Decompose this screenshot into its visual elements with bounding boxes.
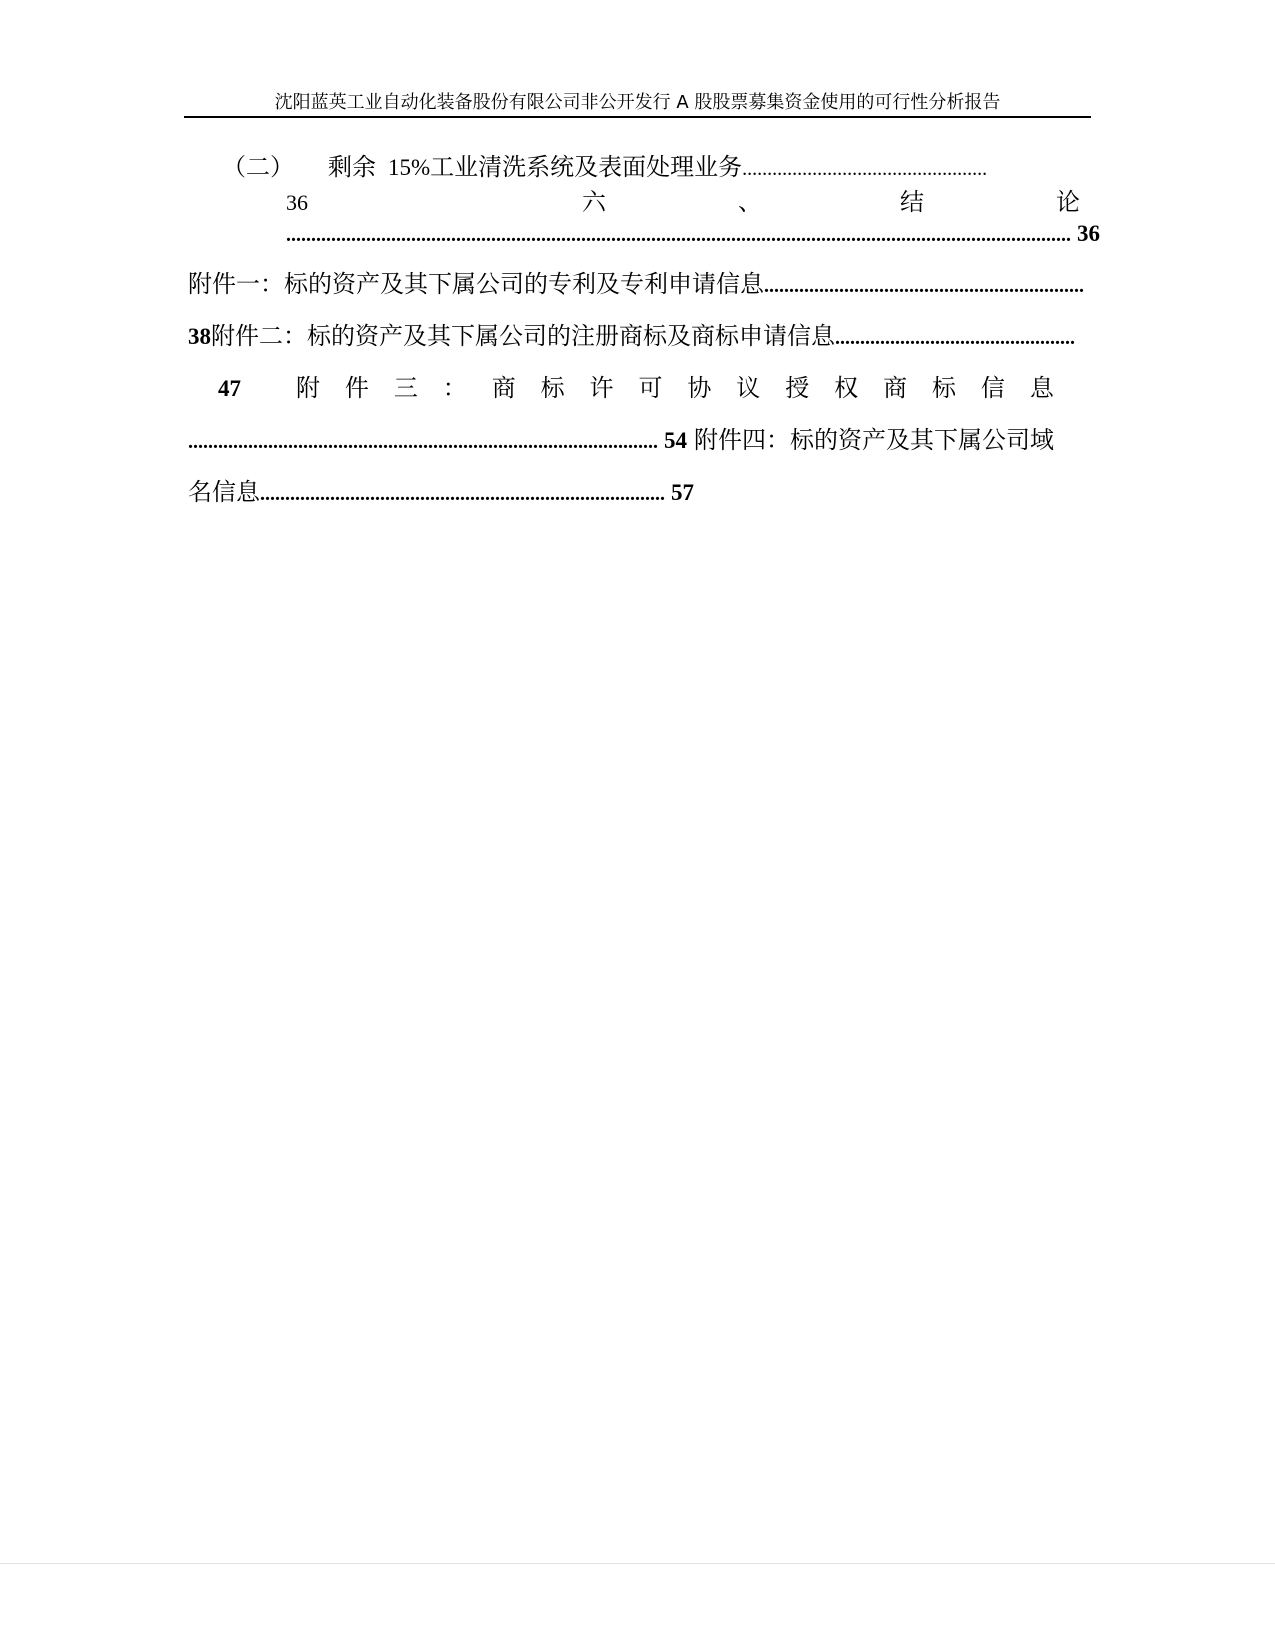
toc-six-title-a: 结: [900, 188, 924, 216]
toc-appendix-4-leader: .................................................................................: [260, 483, 665, 505]
toc-item-2-text-a: 剩余: [328, 153, 376, 181]
toc-appendix-3-char: ：: [442, 374, 467, 402]
toc-appendix-3-page: 54: [664, 428, 687, 453]
toc-appendix-3-char: 商: [491, 374, 516, 402]
toc-six-leader: .............................................................................................................................................................: [286, 224, 1071, 246]
toc-appendix-2-line[interactable]: [188, 322, 1075, 350]
toc-appendix-4-page: 57: [671, 480, 694, 505]
toc-appendix-2-leader: ................................................: [835, 327, 1075, 349]
toc-item-2-prefix: （二）: [222, 153, 294, 181]
toc-appendix-3-char: 许: [589, 374, 614, 402]
page-header-title: 沈阳蓝英工业自动化装备股份有限公司非公开发行 A 股股票募集资金使用的可行性分析报告: [274, 92, 1001, 113]
toc-appendix-2-page: 47: [218, 376, 241, 401]
toc-appendix-4-cont-line[interactable]: [188, 478, 694, 506]
toc-item-2-percent: 15%: [388, 155, 431, 180]
toc-appendix-3-line[interactable]: [218, 376, 1054, 400]
toc-six-sep: 、: [738, 188, 762, 216]
toc-appendix-4-title-a: 附件四：标的资产及其下属公司域: [694, 426, 1054, 454]
toc-item-2-text-b: 工业清洗系统及表面处理业务: [430, 153, 743, 181]
page-bottom-divider: [0, 1563, 1275, 1564]
toc-six-num: 六: [582, 188, 606, 216]
toc-appendix-3-char: 授: [785, 374, 810, 402]
toc-six-page: 36: [1077, 221, 1100, 246]
toc-appendix-1-line[interactable]: [188, 270, 1084, 298]
toc-appendix-3-char: 标: [931, 374, 956, 402]
toc-appendix-1-page: 38: [188, 324, 211, 349]
toc-item-2-page: 36: [286, 190, 308, 215]
toc-appendix-3-title: [296, 376, 1054, 400]
toc-appendix-3-char: 商: [883, 374, 908, 402]
toc-appendix-4-title-b: 名信息: [188, 478, 260, 506]
toc-appendix-3-char: 协: [687, 374, 712, 402]
toc-appendix-2-title: 附件二：标的资产及其下属公司的注册商标及商标申请信息: [211, 322, 835, 350]
toc-appendix-3-char: 附: [296, 374, 320, 402]
toc-appendix-3-char: 息: [1029, 374, 1054, 402]
toc-appendix-1-title: 附件一：标的资产及其下属公司的专利及专利申请信息: [188, 270, 764, 298]
toc-six-title-b: 论: [1056, 188, 1080, 216]
page-header: [184, 92, 1091, 118]
toc-appendix-4-line[interactable]: [188, 428, 1054, 452]
toc-six-title-line[interactable]: [286, 190, 1084, 220]
toc-appendix-1-leader: ................................................................: [764, 275, 1084, 297]
toc-appendix-3-char: 信: [980, 374, 1005, 402]
toc-appendix-3-char: 权: [834, 374, 859, 402]
toc-item-2-line[interactable]: [222, 155, 1084, 179]
toc-appendix-3-char: 三: [393, 374, 418, 402]
toc-appendix-3-leader: ..............................................................................................: [188, 431, 658, 453]
toc-appendix-3-char: 标: [540, 374, 565, 402]
toc-six-leader-line: [286, 221, 1100, 246]
toc-appendix-3-char: 议: [736, 374, 761, 402]
toc-item-2-leader: .................................................: [742, 158, 988, 180]
toc-appendix-3-char: 件: [344, 374, 369, 402]
toc-appendix-3-char: 可: [638, 374, 663, 402]
